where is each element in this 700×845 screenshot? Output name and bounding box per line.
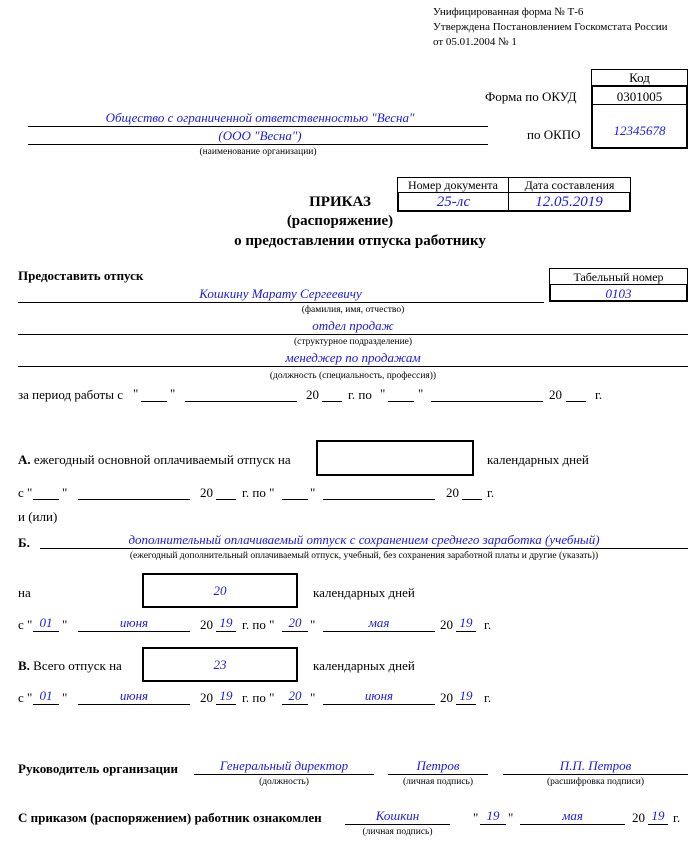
name-caption: (фамилия, имя, отчество) xyxy=(301,305,405,315)
section-b-na: на xyxy=(18,585,31,600)
section-v-to-year: 19 xyxy=(456,688,476,705)
section-b-days-label: календарных дней xyxy=(313,585,415,600)
name-line xyxy=(18,302,544,303)
org-line2 xyxy=(28,144,488,145)
section-v-letter: В. xyxy=(18,658,30,673)
section-v-from-year: 19 xyxy=(216,688,236,705)
section-a-days-box xyxy=(316,440,474,476)
org-name-line2: (ООО "Весна") xyxy=(218,128,302,143)
section-a-text: ежегодный основной оплачиваемый отпуск на xyxy=(33,452,291,467)
org-name-line1: Общество с ограниченной ответственностью "Весна" xyxy=(105,110,415,125)
section-a-from: с " xyxy=(18,485,33,500)
tab-number-value: 0103 xyxy=(605,286,632,301)
period-yr1: 20 xyxy=(306,387,319,402)
period-q4: " xyxy=(418,386,424,401)
section-b-from-day: 01 xyxy=(33,615,59,632)
period-label: за период работы с xyxy=(18,387,123,402)
head-signature: Петров xyxy=(388,758,488,775)
and-or-label: и (или) xyxy=(18,509,58,524)
section-b-type-line xyxy=(40,548,688,549)
section-v-to-day: 20 xyxy=(282,688,308,705)
period-by: г. по xyxy=(348,387,372,402)
doc-date-value: 12.05.2019 xyxy=(535,194,603,210)
section-b-from-year: 19 xyxy=(216,615,236,632)
section-v-q1: " xyxy=(62,690,68,705)
section-b-yr1: 20 xyxy=(200,617,213,632)
head-position: Генеральный директор xyxy=(194,758,374,775)
section-a-q: " xyxy=(62,485,68,500)
period-year-from-line xyxy=(322,401,342,402)
ack-year: 19 xyxy=(648,808,668,825)
doc-number-header: Номер документа xyxy=(397,177,509,193)
org-line1 xyxy=(28,126,488,127)
section-v-by: г. по " xyxy=(242,690,275,705)
section-v-to-month: июня xyxy=(323,688,435,705)
period-year-to-line xyxy=(566,401,586,402)
position-value: менеджер по продажам xyxy=(285,350,421,365)
ack-q2: " xyxy=(508,810,514,825)
position-caption: (должность (специальность, профессия)) xyxy=(269,371,437,381)
ack-day: 19 xyxy=(480,808,506,825)
section-v-from-day: 01 xyxy=(33,688,59,705)
grant-leave-label: Предоставить отпуск xyxy=(18,268,144,283)
department-line xyxy=(18,334,688,335)
ack-signature-caption: (личная подпись) xyxy=(362,827,433,837)
period-month-to-line xyxy=(431,401,543,402)
section-b-days-value: 20 xyxy=(213,583,227,598)
okpo-value: 12345678 xyxy=(613,123,666,138)
ack-yr-prefix: 20 xyxy=(632,810,645,825)
section-v-from: с " xyxy=(18,690,33,705)
section-b-to-year: 19 xyxy=(456,615,476,632)
period-g: г. xyxy=(595,387,603,402)
department-caption: (структурное подразделение) xyxy=(293,337,413,347)
okpo-cell xyxy=(591,104,688,149)
section-b-to-month: мая xyxy=(323,615,435,632)
doc-date-header: Дата составления xyxy=(508,177,631,193)
section-v-from-month: июня xyxy=(78,688,190,705)
form-header-line2: Утверждена Постановлением Госкомстата России xyxy=(433,21,668,33)
doc-title: ПРИКАЗ xyxy=(309,194,371,210)
section-b-q1: " xyxy=(62,617,68,632)
period-q1: " xyxy=(133,386,139,401)
section-a-year-from-line xyxy=(216,499,236,500)
employee-name: Кошкину Марату Сергеевичу xyxy=(199,286,362,301)
department-value: отдел продаж xyxy=(312,318,394,333)
section-a-year-to-line xyxy=(462,499,482,500)
section-v-days-label: календарных дней xyxy=(313,658,415,673)
section-a-yr2: 20 xyxy=(446,485,459,500)
period-month-from-line xyxy=(185,401,297,402)
okud-value: 0301005 xyxy=(591,85,688,105)
section-a-month-to-line xyxy=(323,499,435,500)
ack-month: мая xyxy=(520,808,625,825)
period-yr2: 20 xyxy=(549,387,562,402)
section-b-type-caption: (ежегодный дополнительный оплачиваемый отпуск, учебный, без сохранения заработной платы и другие (указать)) xyxy=(129,551,599,561)
section-v-yr1: 20 xyxy=(200,690,213,705)
ack-label: С приказом (распоряжением) работник ознакомлен xyxy=(18,810,322,825)
section-b-label: Б. xyxy=(18,535,30,550)
cap-signature: (личная подпись) xyxy=(402,777,474,787)
section-b-by: г. по " xyxy=(242,617,275,632)
cap-position: (должность) xyxy=(259,777,309,787)
doc-title-about: о предоставлении отпуска работнику xyxy=(234,233,486,249)
section-v-text: Всего отпуск на xyxy=(33,658,122,673)
cap-decode: (расшифровка подписи) xyxy=(547,777,644,787)
doc-number-value: 25-лс xyxy=(436,194,471,210)
position-line xyxy=(18,366,688,367)
section-a-days-label: календарных дней xyxy=(487,452,589,467)
ack-q1: " xyxy=(473,810,479,825)
section-a-month-from-line xyxy=(78,499,190,500)
section-b-from-month: июня xyxy=(78,615,190,632)
okud-label: Форма по ОКУД xyxy=(485,89,577,104)
kod-header: Код xyxy=(591,69,688,86)
doc-subtitle: (распоряжение) xyxy=(286,213,394,229)
section-a-day-to-line xyxy=(282,499,308,500)
form-header-line3: от 05.01.2004 № 1 xyxy=(433,36,517,48)
section-a-g: г. xyxy=(487,485,495,500)
ack-g: г. xyxy=(673,810,681,825)
section-b-type-value: дополнительный оплачиваемый отпуск с сохранением среднего заработка (учебный) xyxy=(128,532,600,547)
period-q3: " xyxy=(380,386,386,401)
form-header-line1: Унифицированная форма № Т-6 xyxy=(433,6,584,18)
section-a-day-from-line xyxy=(33,499,59,500)
section-v-g: г. xyxy=(484,690,492,705)
section-a-q2: " xyxy=(310,485,316,500)
section-b-to-day: 20 xyxy=(282,615,308,632)
section-a-label xyxy=(18,452,291,468)
section-v-days-box xyxy=(142,647,298,682)
head-decode: П.П. Петров xyxy=(503,758,688,775)
period-q2: " xyxy=(170,386,176,401)
section-b-yr2: 20 xyxy=(440,617,453,632)
section-v-q2: " xyxy=(310,690,316,705)
section-b-q2: " xyxy=(310,617,316,632)
section-v-yr2: 20 xyxy=(440,690,453,705)
period-day-to-line xyxy=(388,401,414,402)
section-a-letter: А. xyxy=(18,452,31,467)
ack-signature: Кошкин xyxy=(345,808,450,825)
okpo-label: по ОКПО xyxy=(527,127,581,142)
section-v-days-value: 23 xyxy=(213,657,227,672)
doc-date-cell xyxy=(508,192,631,212)
head-label: Руководитель организации xyxy=(18,761,178,776)
section-v-label xyxy=(18,658,122,674)
tab-number-cell xyxy=(549,284,688,302)
section-a-by: г. по " xyxy=(242,485,275,500)
section-a-yr1: 20 xyxy=(200,485,213,500)
section-b-g: г. xyxy=(484,617,492,632)
period-day-from-line xyxy=(141,401,167,402)
section-b-from: с " xyxy=(18,617,33,632)
tab-number-header: Табельный номер xyxy=(549,268,688,285)
org-caption: (наименование организации) xyxy=(199,147,317,157)
section-b-days-box xyxy=(142,573,298,608)
